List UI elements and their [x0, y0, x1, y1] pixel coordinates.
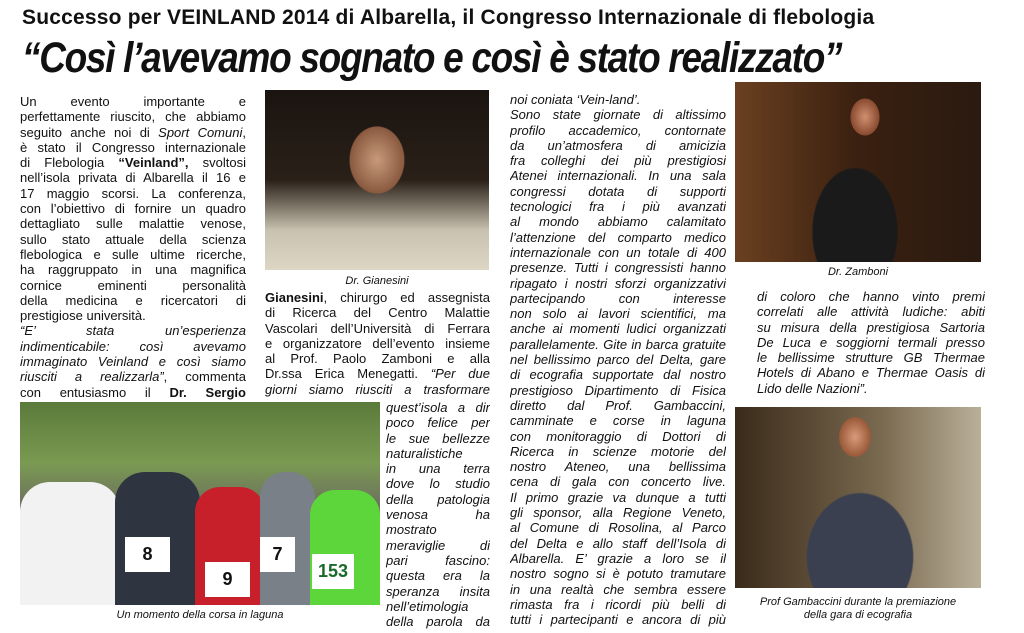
text-line: poco felice per [386, 415, 490, 431]
text-line: questa era la [386, 568, 490, 584]
text-segment: Vascolari dell’Università di Ferrara [265, 320, 490, 336]
text-segment: di Flebologia [20, 155, 119, 171]
text-line [20, 385, 246, 400]
text-line: Lido delle Nazioni”. [757, 380, 868, 396]
text-line: nostro Ateneo, una bellissima [510, 459, 726, 475]
text-line: in una realtà che sembra essere [510, 581, 726, 597]
race-bib: 7 [260, 537, 295, 572]
text-line [20, 247, 246, 262]
text-line: tecnologici fra i più avanzati [510, 199, 726, 215]
text-segment: perfettamente riuscito, che abbiamo [20, 109, 246, 125]
photo-dr-zamboni [735, 82, 981, 262]
race-bib: 9 [205, 562, 250, 597]
text-line [20, 278, 246, 293]
text-segment: “Veinland”, [118, 155, 189, 171]
text-line [265, 290, 490, 305]
text-segment: di Ricerca del Centro Malattie [265, 305, 490, 321]
text-segment: della medicina e ricercatori di [20, 292, 246, 308]
text-line [20, 186, 246, 201]
text-segment: Un evento importante e [20, 94, 246, 109]
text-segment: cornice eminenti personalità [20, 277, 246, 293]
text-line: di ecografia supportate dal nostro [510, 367, 726, 383]
text-segment: seguito anche noi di [20, 124, 159, 140]
text-segment: sullo stato attuale della scienza [20, 231, 246, 247]
text-line [20, 170, 246, 185]
text-line: Albarella. E’ grazie a loro se il [510, 550, 726, 566]
text-segment: al Prof. Paolo Zamboni e alla [265, 351, 490, 367]
text-line: l’attenzione del comparto medico [510, 229, 726, 245]
text-line [20, 201, 246, 216]
photo-race [20, 402, 380, 605]
text-line [20, 140, 246, 155]
text-line: cena di gala con concerto live. [510, 474, 726, 490]
text-line: le bellissime strutture GB Thermae [757, 350, 985, 366]
text-segment: “E’ stata un’esperienza [20, 323, 246, 339]
text-line: di coloro che hanno vinto premi [757, 289, 985, 304]
text-line: pari fascino: [386, 552, 490, 568]
text-segment: Gianesini [265, 290, 324, 305]
text-line [265, 351, 490, 366]
column-2-narrow [386, 400, 490, 629]
text-segment: Sport Comuni [158, 124, 243, 140]
caption-gambaccini-line-1: Prof Gambaccini durante la premiazione [759, 596, 957, 608]
text-line: diretto dal Prof. Gambaccini, [510, 397, 726, 413]
text-line: al Comune di Rosolina, al Parco [510, 520, 726, 536]
text-segment: e organizzatore dell’evento insieme [265, 335, 490, 351]
column-2 [265, 290, 490, 397]
text-segment: dettagliato sulle malattie venose, [20, 216, 246, 232]
text-line [20, 354, 246, 369]
column-3 [510, 92, 726, 627]
text-line: rimasta fra i ricordi più belli di [510, 596, 726, 612]
text-segment: “Per due [430, 366, 490, 382]
text-segment: prestigiose università. [20, 308, 146, 324]
text-segment: svoltosi [188, 155, 246, 171]
text-line [20, 232, 246, 247]
text-segment: è stato il Congresso internazionale [20, 139, 246, 155]
text-line: speranza insita [386, 583, 490, 599]
text-line: del Delta e allo staff dell’Isola di [510, 535, 726, 551]
text-segment: nell’isola privata di Albarella il 16 e [20, 170, 246, 186]
caption-gambaccini-line-2: della gara di ecografia [803, 609, 913, 621]
text-line: correlati alle attività ludiche: abiti [757, 304, 985, 320]
race-bib: 153 [312, 554, 354, 589]
text-line [265, 321, 490, 336]
text-line: nostro sogno si è potuto tramutare [510, 566, 726, 582]
text-line: parallelamente. Gite in barca gratuite [510, 336, 726, 352]
text-line: venosa ha [386, 507, 490, 523]
text-line: tutti i partecipanti e ancora di più [510, 612, 726, 628]
text-line: Il primo grazie va dunque a tutti [510, 489, 726, 505]
race-bib: 8 [125, 537, 170, 572]
text-line [20, 323, 246, 338]
text-line: meraviglie di [386, 537, 490, 553]
text-line: ripagato i nostri sforzi organizzativi [510, 275, 726, 291]
text-line [20, 308, 246, 323]
text-line: al mondo abbiamo calamitato [510, 214, 726, 230]
text-segment: Dr.ssa Erica Menegatti. [265, 366, 431, 382]
text-line: Sono state giornate di altissimo [510, 107, 726, 123]
text-segment: , [242, 124, 246, 140]
text-line [20, 155, 246, 170]
text-line: non solo ai lavori scientifici, ma [510, 306, 726, 322]
text-line [265, 336, 490, 351]
text-segment: , chirurgo ed assegnista [323, 290, 490, 305]
text-line: della patologia [386, 491, 490, 507]
text-segment: con entusiasmo il [20, 384, 170, 400]
headline: Successo per VEINLAND 2014 di Albarella, il Congresso Internazionale di flebologia [22, 6, 875, 29]
text-line [20, 216, 246, 231]
text-line [20, 339, 246, 354]
text-line: della parola da [386, 614, 490, 630]
text-line: naturalistiche [386, 445, 463, 461]
caption-gambaccini [735, 596, 981, 622]
article-title: “Così l’avevamo sognato e così è stato realizzato” [22, 34, 842, 82]
column-4 [757, 289, 985, 396]
text-segment: , commenta [163, 369, 246, 385]
text-line [265, 366, 490, 381]
text-line: da un’atmosfera di amicizia [510, 137, 726, 153]
text-segment: giorni siamo riusciti a trasformare [265, 381, 490, 397]
text-line: con monitoraggio di Dottori di [510, 428, 726, 444]
text-line [265, 305, 490, 320]
photo-prof-gambaccini [735, 407, 981, 588]
text-line [20, 262, 246, 277]
text-line [265, 382, 490, 397]
text-segment: indimenticabile: così avevamo [20, 338, 246, 354]
text-line: Hotels di Abano e Thermae Oasis di [757, 365, 985, 381]
text-segment: flebologica e sulle ultime ricerche, [20, 246, 246, 262]
text-line: le sue bellezze [386, 430, 490, 446]
text-line: anche ai momenti ludici organizzati [510, 321, 726, 337]
text-line: congressi dotata di supporti [510, 183, 726, 199]
text-line: De Luca e soggiorni termali presso [757, 334, 985, 350]
text-line [20, 109, 246, 124]
text-segment: ha raggruppato in una magnifica [20, 262, 246, 278]
caption-zamboni: Dr. Zamboni [827, 266, 889, 278]
text-line: quest’isola a dir [386, 400, 490, 415]
text-line: su misura della prestigiosa Sartoria [757, 319, 985, 335]
text-line: prestigioso Dipartimento di Fisica [510, 382, 726, 398]
text-line: fra colleghi dei più prestigiosi [510, 153, 726, 169]
text-line: presenze. Tutti i congressisti hanno [510, 260, 726, 276]
runner-figure [20, 482, 120, 605]
photo-dr-gianesini [265, 90, 489, 270]
text-segment: immaginato Veinland e così siamo [20, 354, 246, 370]
text-line: internazionale con un totale di 400 [510, 244, 726, 260]
column-1 [20, 94, 246, 400]
text-line: dove lo studio [386, 476, 490, 492]
text-line: camminate e corse in laguna [510, 413, 726, 429]
text-segment: con l’obiettivo di fornire un quadro [20, 201, 246, 217]
text-line [20, 125, 246, 140]
text-line: gli sponsor, alla Regione Veneto, [510, 505, 726, 521]
text-line: Ricerca in scienze motorie del [510, 443, 726, 459]
text-line: Atenei internazionali. In una sala [510, 168, 726, 184]
text-segment: riusciti a realizzarla” [20, 369, 164, 385]
text-line [20, 369, 246, 384]
text-line: profilo accademico, contornate [510, 122, 726, 138]
text-segment: Dr. Sergio [169, 384, 246, 400]
text-line: noi coniata ‘Vein-land’. [510, 92, 641, 107]
caption-race: Un momento della corsa in laguna [116, 609, 284, 621]
text-line: partecipando con interesse [510, 290, 726, 306]
caption-gianesini: Dr. Gianesini [345, 275, 409, 287]
text-segment: 17 maggio scorsi. La conferenza, [20, 185, 246, 201]
text-line [20, 94, 246, 109]
text-line: nell’etimologia [386, 598, 469, 614]
text-line: mostrato [386, 522, 437, 538]
text-line [20, 293, 246, 308]
text-line: in una terra [386, 461, 490, 477]
text-line: nel bellissimo parco del Delta, gare [510, 352, 726, 368]
